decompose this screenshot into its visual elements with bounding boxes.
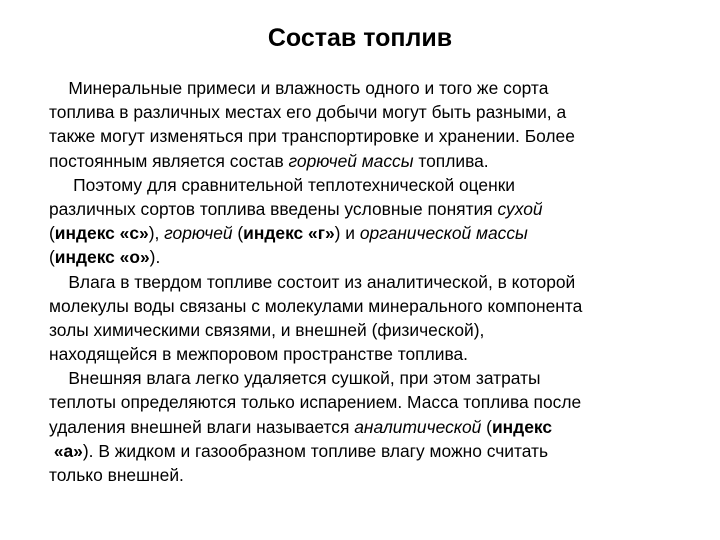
bold-index: индекс «о» (54, 247, 150, 268)
text-line (49, 415, 679, 439)
text-line (49, 270, 679, 294)
paragraph (49, 270, 679, 367)
italic-term: аналитической (354, 416, 482, 437)
text-line (49, 318, 679, 342)
text-run: топлива в различных местах его добычи могут быть разными, а (49, 102, 567, 123)
text-run: постоянным является состав (49, 150, 289, 171)
text-run: Поэтому для сравнительной теплотехнической оценки (49, 174, 516, 195)
text-run: удаления внешней влаги называется (49, 416, 355, 437)
text-line (49, 342, 679, 366)
text-run: различных сортов топлива введены условные понятия (49, 198, 498, 219)
italic-term: горючей (164, 223, 233, 244)
text-run: золы химическими связями, и внешней (физической), (49, 319, 485, 340)
bold-index: индекс (491, 416, 553, 437)
text-run: также могут изменяться при транспортировке и хранении. Более (49, 126, 575, 147)
italic-term: горючей массы (288, 150, 414, 171)
paragraph (49, 173, 679, 270)
paragraph (49, 76, 679, 173)
body-text (49, 76, 679, 487)
text-line (49, 76, 679, 100)
text-line (49, 390, 679, 414)
text-line (49, 149, 679, 173)
text-line (49, 245, 679, 269)
text-run: ( (49, 223, 55, 244)
text-run: только внешней. (49, 465, 184, 485)
text-run: теплоты определяются только испарением. Масса топлива после (49, 392, 582, 413)
text-run: ). (149, 247, 161, 268)
italic-term: сухой (497, 198, 543, 219)
text-run: Внешняя влага легко удаляется сушкой, при этом затраты (49, 368, 541, 389)
bold-index: индекс «с» (54, 223, 149, 244)
text-run: ( (49, 247, 55, 268)
text-run: ). В жидком и газообразном топливе влагу можно считать (82, 440, 549, 461)
text-run: Влага в твердом топливе состоит из аналитической, в которой (49, 271, 576, 292)
text-line (49, 197, 679, 221)
text-line (49, 294, 679, 318)
italic-term: органической массы (359, 223, 528, 244)
text-run: ), (148, 223, 165, 244)
text-run: ( (232, 223, 244, 244)
text-line (49, 439, 679, 463)
text-line (49, 463, 679, 487)
page-title: Состав топлив (267, 24, 453, 52)
text-line (49, 221, 679, 245)
text-line (49, 100, 679, 124)
text-run: находящейся в межпоровом пространстве топлива. (49, 344, 468, 365)
text-run: ) и (334, 223, 360, 244)
bold-index: индекс «г» (243, 223, 335, 244)
text-line (49, 173, 679, 197)
bold-index: «а» (53, 440, 83, 461)
text-run: молекулы воды связаны с молекулами минерального компонента (49, 295, 583, 316)
text-line (49, 366, 679, 390)
text-run: Минеральные примеси и влажность одного и того же сорта (49, 78, 549, 98)
text-run: ( (481, 416, 492, 437)
text-line (49, 124, 679, 148)
text-run: топлива. (413, 150, 489, 171)
paragraph (49, 366, 679, 487)
